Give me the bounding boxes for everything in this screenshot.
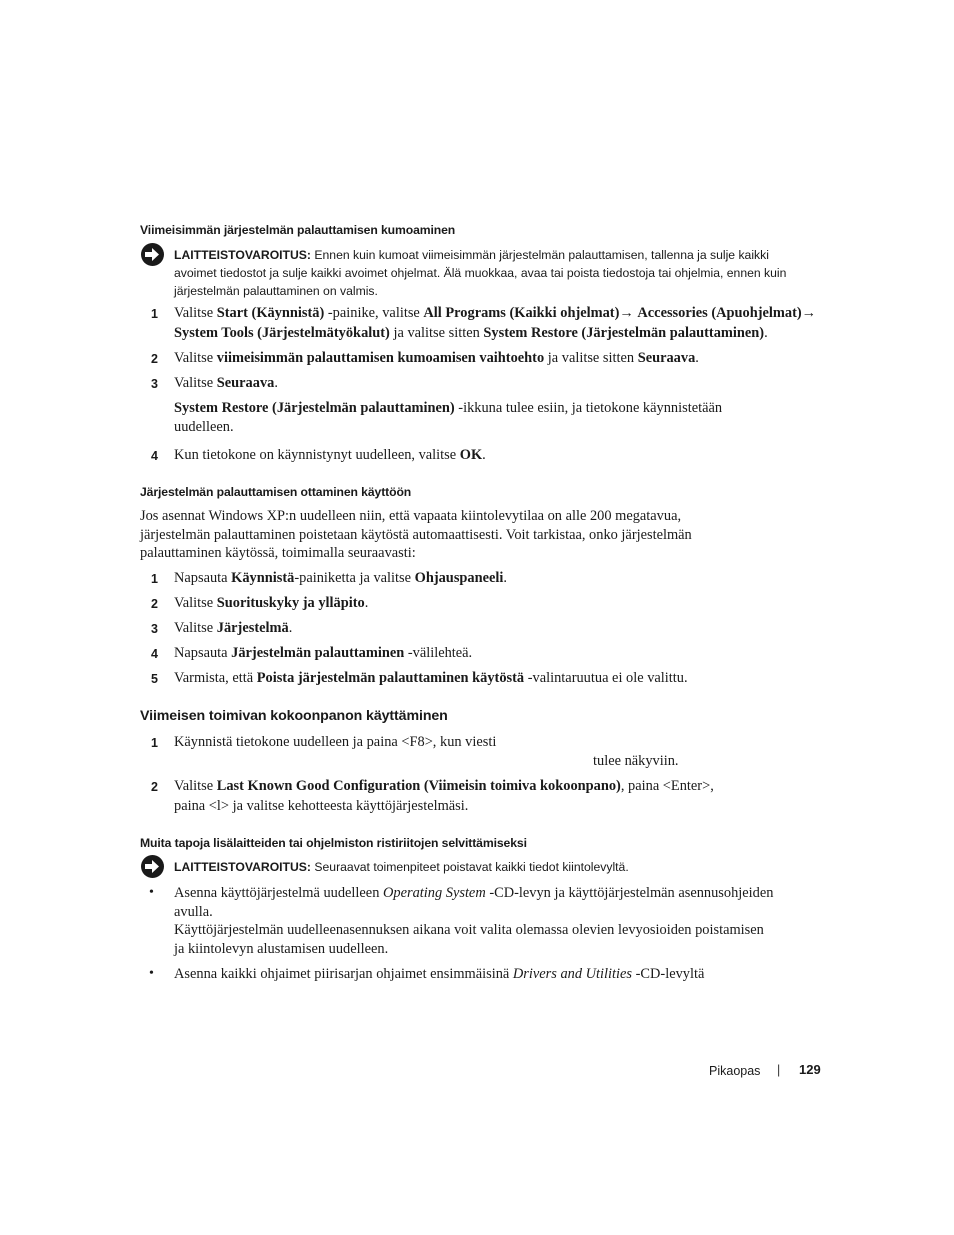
ui-term: Accessories (Apuohjelmat) <box>637 305 802 321</box>
ui-term: Ohjauspaneeli <box>414 570 504 586</box>
bullet-line <box>174 884 824 903</box>
step-number: 3 <box>151 622 158 636</box>
text: -valintaruutua ei ole valittu. <box>524 670 688 686</box>
ui-term: Poista järjestelmän palauttaminen käytöstä <box>256 670 525 686</box>
section-heading-undo-restore: Viimeisimmän järjestelmän palauttamisen kumoaminen <box>140 223 456 237</box>
text: . <box>288 620 293 636</box>
text: → <box>619 305 638 321</box>
text: -ikkuna tulee esiin, ja tietokone käynnistetään <box>454 400 723 416</box>
step-text <box>174 349 699 368</box>
ui-term: System Restore (Järjestelmän palauttaminen) <box>483 324 765 341</box>
footer-label: Pikaopas <box>709 1064 761 1078</box>
step-number: 4 <box>151 449 158 463</box>
step-number: 1 <box>151 307 158 321</box>
paragraph-line: palauttaminen käytössä, toimimalla seuraavasti: <box>140 545 416 561</box>
text: -painiketta ja valitse <box>294 570 415 586</box>
ui-term: viimeisimmän palauttamisen kumoamisen vaihtoehto <box>216 350 545 366</box>
text: -CD-levyltä <box>632 966 705 982</box>
notice-text: Ennen kuin kumoat viimeisimmän järjestelmän palauttamisen, tallenna ja sulje kaikki <box>314 248 769 262</box>
text: Varmista, että <box>174 670 257 686</box>
section-heading-last-known-good: Viimeisen toimivan kokoonpanon käyttäminen <box>140 708 448 724</box>
ui-term: OK <box>459 447 483 463</box>
step-number: 1 <box>151 736 158 750</box>
notice-label: LAITTEISTOVAROITUS: <box>174 248 311 262</box>
text: Napsauta <box>174 645 232 661</box>
text: . <box>364 595 369 611</box>
arrow-right-circle-icon <box>141 855 164 878</box>
step-text <box>174 446 486 465</box>
text: . <box>503 570 507 586</box>
ui-term: Järjestelmä <box>216 620 289 636</box>
ui-term: Seuraava <box>216 375 275 391</box>
step-line <box>174 399 824 418</box>
text: -painike, valitse <box>324 305 424 321</box>
ui-term: System Tools (Järjestelmätyökalut) <box>174 324 390 341</box>
text: -välilehteä. <box>404 645 473 661</box>
text: . <box>695 350 699 366</box>
step-number: 2 <box>151 352 158 366</box>
text: Asenna kaikki ohjaimet piirisarjan ohjaimet ensimmäisinä <box>174 966 513 982</box>
ui-term: Järjestelmän palauttaminen <box>231 645 405 661</box>
ui-term: System Restore (Järjestelmän palauttaminen) <box>174 400 455 416</box>
step-line: paina <l> ja valitse kehotteesta käyttöjärjestelmäsi. <box>174 797 469 814</box>
bullet-marker: • <box>149 885 154 900</box>
text: Valitse <box>174 375 217 391</box>
arrow-right-circle-icon <box>141 243 164 266</box>
footer-separator: | <box>777 1063 781 1077</box>
text: Valitse <box>174 305 217 321</box>
step-line <box>174 304 824 323</box>
bullet-line: avulla. <box>174 903 213 920</box>
text: . <box>274 375 278 391</box>
text: -CD-levyn ja käyttöjärjestelmän asennusohjeiden <box>485 885 774 901</box>
hardware-warning-notice <box>174 246 834 300</box>
text: , paina <Enter>, <box>620 778 714 794</box>
text: Asenna käyttöjärjestelmä uudelleen <box>174 885 383 901</box>
notice-line: järjestelmän palauttaminen on valmis. <box>174 284 378 298</box>
text: ja valitse sitten <box>389 324 484 341</box>
text: Valitse <box>174 778 217 794</box>
step-paragraph <box>174 399 824 436</box>
step-number: 5 <box>151 672 158 686</box>
step-text: Käynnistä tietokone uudelleen ja paina <F8>, kun viesti <box>174 734 497 750</box>
notice-line <box>174 246 834 264</box>
section-heading-enable-restore: Järjestelmän palauttamisen ottaminen käyttöön <box>140 485 412 499</box>
notice-text: Seuraavat toimenpiteet poistavat kaikki tiedot kiintolevyltä. <box>314 860 629 874</box>
paragraph-line: Jos asennat Windows XP:n uudelleen niin, että vapaata kiintolevytilaa on alle 200 megatavua, <box>140 508 682 524</box>
hardware-warning-notice <box>174 858 629 876</box>
bullet-line: ja kiintolevyn alustamisen uudelleen. <box>174 940 389 957</box>
step-number: 3 <box>151 377 158 391</box>
bullet-marker: • <box>149 966 154 981</box>
arrow-right-icon <box>145 248 160 261</box>
step-number: 1 <box>151 572 158 586</box>
ui-term: Last Known Good Configuration (Viimeisin toimiva kokoonpano) <box>216 778 621 794</box>
step-text <box>174 569 507 588</box>
text: ja valitse sitten <box>544 350 638 366</box>
arrow-right-icon <box>145 860 160 873</box>
ui-term: Seuraava <box>637 350 696 366</box>
step-number: 4 <box>151 647 158 661</box>
ui-term: Suorituskyky ja ylläpito <box>216 595 365 611</box>
notice-label: LAITTEISTOVAROITUS: <box>174 860 311 874</box>
notice-line: avoimet tiedostot ja sulje kaikki avoimet ohjelmat. Älä muokkaa, avaa tai poista tiedostoja tai ohjelmia, ennen kuin <box>174 266 787 280</box>
step-text <box>174 374 278 393</box>
step-text <box>174 777 824 815</box>
ui-term: All Programs (Kaikki ohjelmat) <box>423 305 620 321</box>
section-heading-other-ways: Muita tapoja lisälaitteiden tai ohjelmiston ristiriitojen selvittämiseksi <box>140 836 527 850</box>
text: Napsauta <box>174 570 232 586</box>
step-text <box>174 594 368 613</box>
product-name: Operating System <box>383 885 486 901</box>
step-text <box>174 644 472 663</box>
step-text <box>174 304 824 342</box>
text: Valitse <box>174 350 217 366</box>
product-name: Drivers and Utilities <box>512 966 633 982</box>
step-text-continued: tulee näkyviin. <box>593 753 679 769</box>
step-number: 2 <box>151 780 158 794</box>
text: . <box>764 324 768 341</box>
text: → <box>801 305 817 321</box>
text: Kun tietokone on käynnistynyt uudelleen, valitse <box>174 447 460 463</box>
step-line <box>174 777 824 796</box>
bullet-line: Käyttöjärjestelmän uudelleenasennuksen aikana voit valita olemassa olevien levyosioiden poistamisen <box>174 922 764 938</box>
intro-paragraph <box>140 507 830 563</box>
ui-term: Start (Käynnistä) <box>216 305 325 321</box>
text: Valitse <box>174 620 217 636</box>
bullet-item <box>174 884 824 958</box>
step-number: 2 <box>151 597 158 611</box>
step-text <box>174 619 292 638</box>
paragraph-line: järjestelmän palauttaminen poistetaan käytöstä automaattisesti. Voit tarkistaa, onko järjestelmän <box>140 526 692 543</box>
step-line <box>174 324 824 343</box>
text: . <box>482 447 486 463</box>
step-text <box>174 669 688 688</box>
step-line: uudelleen. <box>174 418 234 435</box>
bullet-item <box>174 965 704 984</box>
page-number: 129 <box>799 1062 821 1077</box>
ui-term: Käynnistä <box>231 570 295 586</box>
text: Valitse <box>174 595 217 611</box>
